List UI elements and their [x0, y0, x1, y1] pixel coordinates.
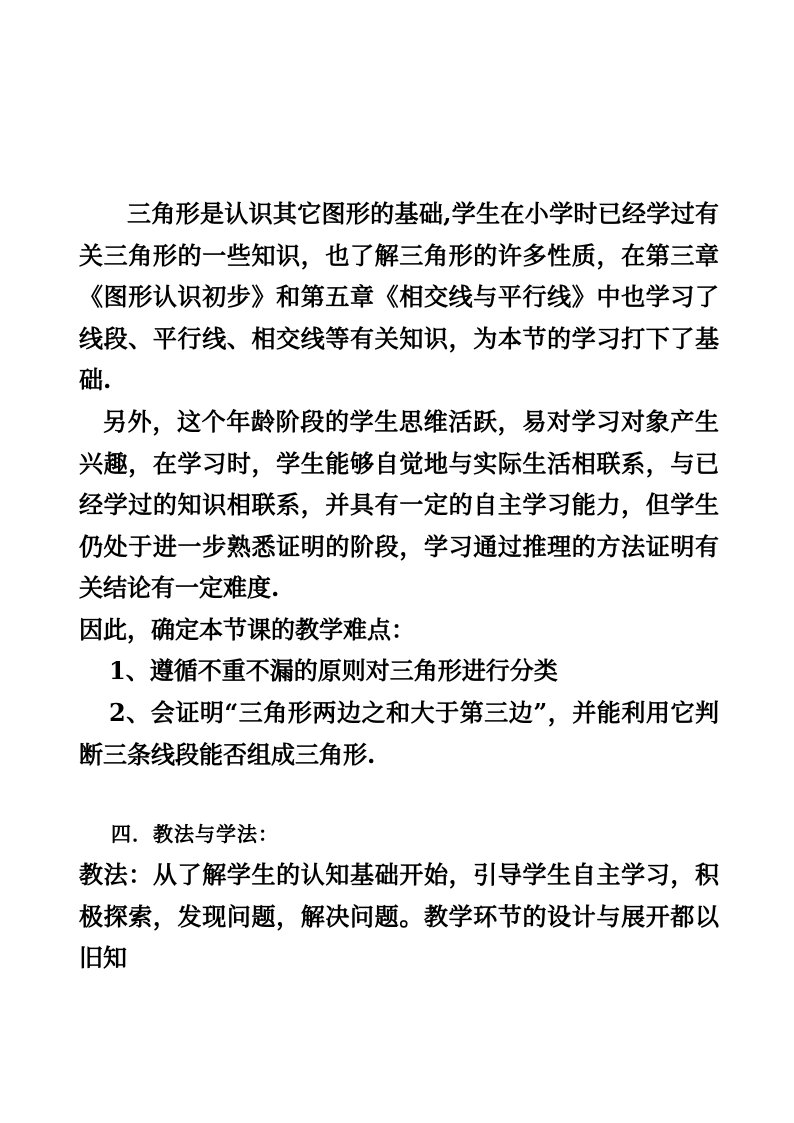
list-item-difficulty-2: 2、会证明“三角形两边之和大于第三边”，并能利用它判断三条线段能否组成三角形.	[79, 698, 719, 769]
paragraph-teaching-method: 教法：从了解学生的认知基础开始，引导学生自主学习，积极探索，发现问题，解决问题。教学环节的设计与展开都以旧知	[79, 860, 719, 972]
section-heading-teaching-methods: 四．教法与学法：	[111, 822, 279, 846]
paragraph-student-characteristics: 另外，这个年龄阶段的学生思维活跃，易对学习对象产生兴趣，在学习时，学生能够自觉地与实际生活相联系，与已经学过的知识相联系，并具有一定的自主学习能力，但学生仍处于进一步熟悉证明的阶段，学习通过推理的方法证明有关结论有一定难度.	[79, 407, 719, 602]
paragraph-student-foundation: 三角形是认识其它图形的基础,学生在小学时已经学过有关三角形的一些知识，也了解三角形的许多性质，在第三章《图形认识初步》和第五章《相交线与平行线》中也学习了线段、平行线、相交线等有关知识，为本节的学习打下了基础.	[79, 199, 719, 394]
paragraph-difficulty-intro: 因此，确定本节课的教学难点：	[79, 615, 415, 644]
list-item-difficulty-1: 1、遵循不重不漏的原则对三角形进行分类	[109, 656, 558, 685]
